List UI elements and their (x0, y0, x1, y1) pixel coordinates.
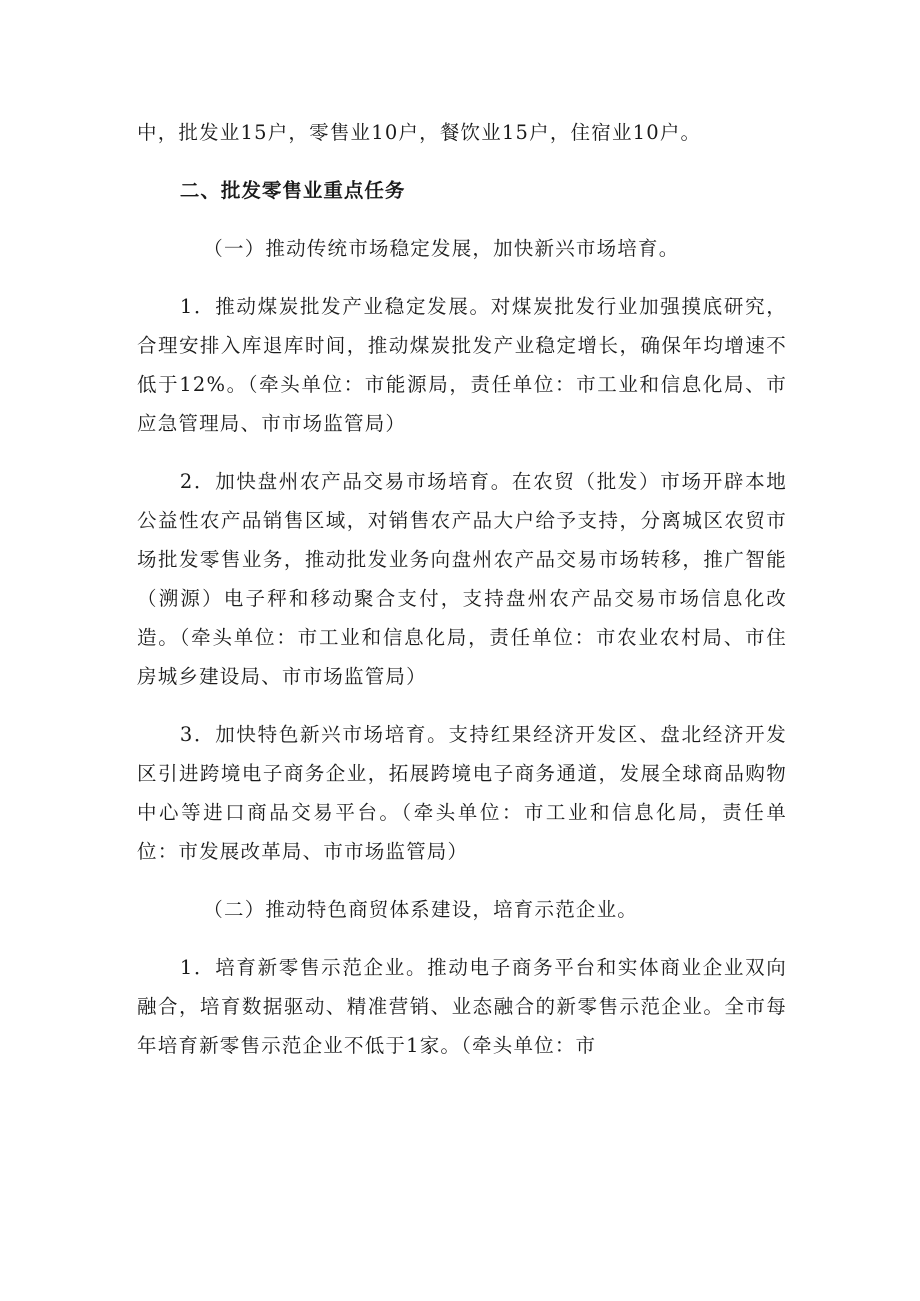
paragraph-item-3: 3．加快特色新兴市场培育。支持红果经济开发区、盘北经济开发区引进跨境电子商务企业，拓展跨境电子商务通道，发展全球商品购物中心等进口商品交易平台。（牵头单位：市工业和信息化局，责任单位：市发展改革局、市市场监管局） (137, 723, 787, 863)
paragraph-item-4: 1．培育新零售示范企业。推动电子商务平台和实体商业企业双向融合，培育数据驱动、精准营销、业态融合的新零售示范企业。全市每年培育新零售示范企业不低于1家。（牵头单位：市 (137, 956, 787, 1057)
paragraph-continuation: 中，批发业15户，零售业10户，餐饮业15户，住宿业10户。 (137, 121, 702, 144)
document-page (137, 113, 787, 1084)
subsection-heading-2: （二）推动特色商贸体系建设，培育示范企业。 (203, 898, 638, 921)
paragraph-item-2: 2．加快盘州农产品交易市场培育。在农贸（批发）市场开辟本地公益性农产品销售区域，对销售农产品大户给予支持，分离城区农贸市场批发零售业务，推动批发业务向盘州农产品交易市场转移，推广智能（溯源）电子秤和移动聚合支付，支持盘州农产品交易市场信息化改造。（牵头单位：市工业和信息化局，责任单位：市农业农村局、市住房城乡建设局、市市场监管局） (137, 470, 787, 688)
section-heading: 二、批发零售业重点任务 (179, 179, 406, 202)
paragraph-item-1: 1．推动煤炭批发产业稳定发展。对煤炭批发行业加强摸底研究，合理安排入库退库时间，推动煤炭批发产业稳定增长，确保年均增速不低于12%。（牵头单位：市能源局，责任单位：市工业和信息化局、市应急管理局、市市场监管局） (137, 295, 787, 435)
subsection-heading-1: （一）推动传统市场稳定发展，加快新兴市场培育。 (203, 237, 680, 260)
